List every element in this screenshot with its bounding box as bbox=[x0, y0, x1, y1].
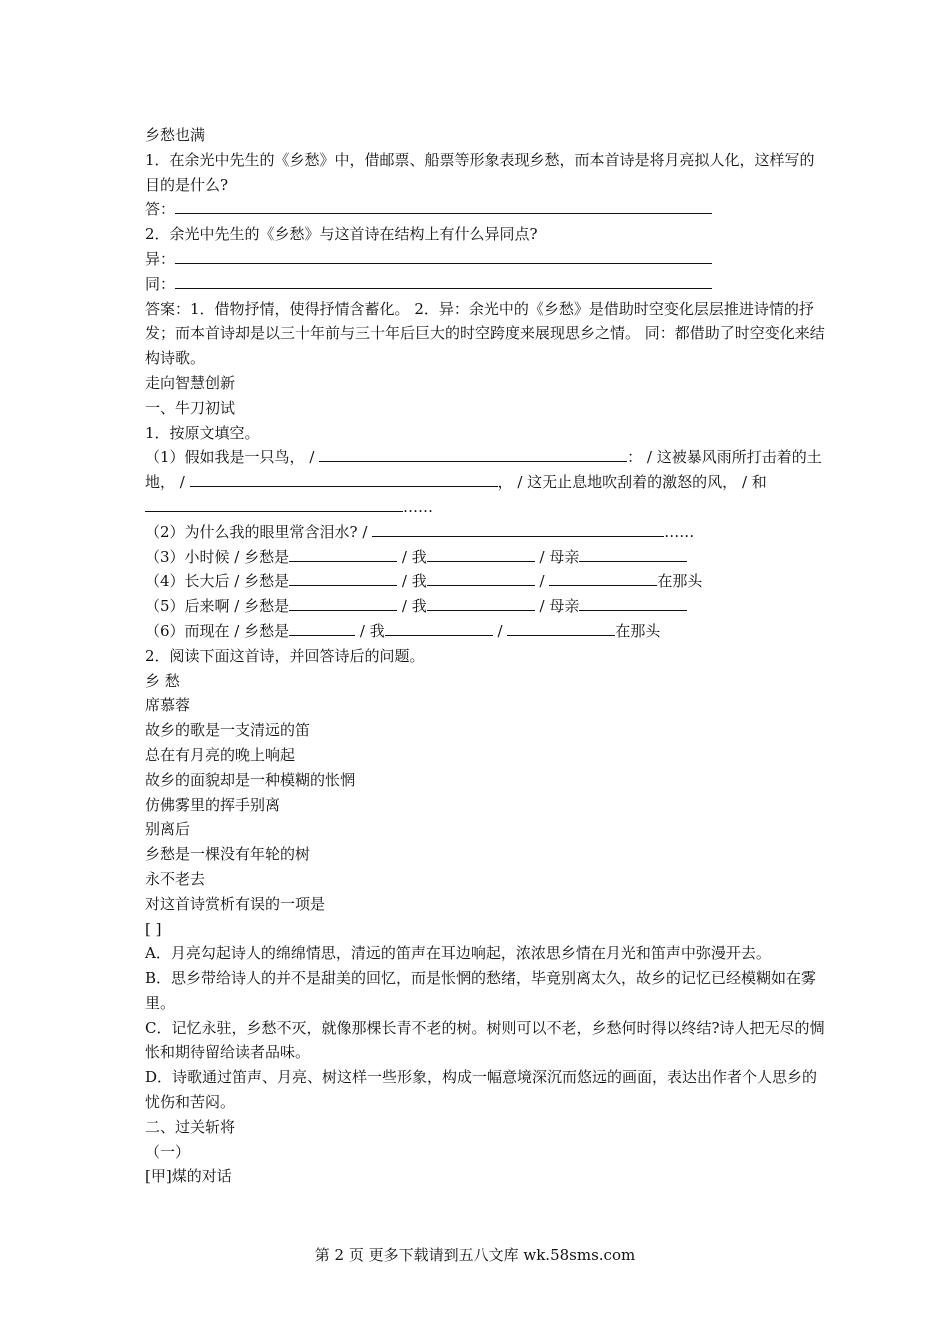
option-a: A．月亮勾起诗人的绵绵情思，清远的笛声在耳边响起，浓浓思乡情在月光和笛声中弥漫开去。 bbox=[145, 944, 771, 963]
fill-text: （1）假如我是一只鸟， / bbox=[145, 448, 320, 467]
answer-label: 答： bbox=[145, 200, 176, 219]
answer-bracket: [ ] bbox=[145, 919, 162, 938]
fill-text: / 我 bbox=[397, 572, 427, 591]
fill-item-5 bbox=[145, 594, 825, 619]
fill-blank bbox=[289, 546, 397, 562]
fill-text: / 我 bbox=[397, 547, 427, 566]
poem-line: 故乡的面貌却是一种模糊的怅惘 bbox=[145, 770, 356, 789]
difference-label: 异： bbox=[145, 249, 176, 268]
fill-blank bbox=[145, 496, 403, 512]
fill-blank bbox=[507, 620, 615, 636]
fill-blank bbox=[579, 546, 687, 562]
answer-key: 答案：1．借物抒情，使得抒情含蓄化。 2．异：余光中的《乡愁》是借助时空变化层层推进诗情的抒发；而本首诗却是以三十年前与三十年后巨大的时空跨度来展现思乡之情。 同：都借助了时空变化来结构诗歌。 bbox=[145, 299, 825, 368]
fill-blank bbox=[549, 570, 657, 586]
fill-text: / 母亲 bbox=[534, 547, 580, 566]
fill-text: …… bbox=[664, 522, 695, 541]
poem-line: 故乡的歌是一支清远的笛 bbox=[145, 721, 311, 740]
fill-text: 在那头 bbox=[657, 572, 703, 591]
fill-text: / 我 bbox=[355, 621, 385, 640]
fill-blank bbox=[427, 546, 535, 562]
fill-blank bbox=[427, 570, 535, 586]
fill-text: / 母亲 bbox=[534, 597, 580, 616]
option-d: D．诗歌通过笛声、月亮、树这样一些形象，构成一幅意境深沉而悠远的画面，表达出作者个人思乡的忧伤和苦闷。 bbox=[145, 1068, 818, 1112]
option-b: B．思乡带给诗人的并不是甜美的回忆，而是怅惘的愁绪，毕竟别离太久，故乡的记忆已经模糊如在雾里。 bbox=[145, 969, 817, 1012]
part-one-heading: 一、牛刀初试 bbox=[145, 398, 236, 417]
subsection-heading: （一） bbox=[145, 1142, 191, 1161]
fill-text: / bbox=[534, 572, 550, 591]
part-two-heading: 二、过关斩将 bbox=[145, 1117, 236, 1136]
fill-text: ， / 这无止息地吹刮着的激怒的风， / 和 bbox=[497, 473, 767, 492]
document-body bbox=[145, 123, 825, 1189]
passage-title: [甲]煤的对话 bbox=[145, 1167, 232, 1186]
question-1: 1．在余光中先生的《乡愁》中，借邮票、船票等形象表现乡愁，而本首诗是将月亮拟人化，这样写的目的是什么? bbox=[145, 150, 815, 194]
fill-text: / bbox=[492, 621, 508, 640]
fill-blank bbox=[372, 521, 664, 537]
question-2: 2．余光中先生的《乡愁》与这首诗在结构上有什么异同点? bbox=[145, 225, 538, 244]
fill-blank bbox=[319, 446, 627, 462]
fill-text: …… bbox=[403, 497, 433, 516]
fill-item-3 bbox=[145, 545, 825, 570]
exercise-1: 1．按原文填空。 bbox=[145, 423, 260, 442]
similarity-line bbox=[145, 272, 825, 297]
option-c: C．记忆永驻，乡愁不灭，就像那棵长青不老的树。树则可以不老，乡愁何时得以终结?诗人把无尽的惆怅和期待留给读者品味。 bbox=[145, 1018, 825, 1062]
similarity-label: 同： bbox=[145, 274, 176, 293]
fill-blank bbox=[385, 620, 493, 636]
fill-blank bbox=[289, 595, 397, 611]
fill-blank bbox=[289, 570, 397, 586]
poem-line: 永不老去 bbox=[145, 869, 206, 888]
answer-line bbox=[145, 197, 825, 222]
fill-blank bbox=[190, 471, 498, 487]
fill-item-6 bbox=[145, 619, 825, 644]
text-line: 乡愁也满 bbox=[145, 126, 206, 144]
fill-item-4 bbox=[145, 569, 825, 594]
poem-line: 总在有月亮的晚上响起 bbox=[145, 745, 296, 764]
poem-author: 席慕蓉 bbox=[145, 696, 191, 715]
poem-line: 仿佛雾里的挥手别离 bbox=[145, 795, 281, 814]
fill-item-2 bbox=[145, 520, 825, 545]
fill-text: （2）为什么我的眼里常含泪水? / bbox=[145, 522, 373, 541]
page-footer: 第 2 页 更多下载请到五八文库 wk.58sms.com bbox=[314, 1246, 636, 1264]
section-heading: 走向智慧创新 bbox=[145, 373, 236, 392]
difference-blank bbox=[175, 248, 712, 264]
fill-item-1 bbox=[145, 445, 825, 519]
fill-text: （4）长大后 / 乡愁是 bbox=[145, 572, 290, 591]
fill-text: （5）后来啊 / 乡愁是 bbox=[145, 597, 290, 616]
fill-text: ： / 这被暴风雨所打击着的土地， / bbox=[145, 448, 822, 492]
fill-text: / 我 bbox=[397, 597, 427, 616]
fill-blank bbox=[579, 595, 687, 611]
poem-line: 乡愁是一棵没有年轮的树 bbox=[145, 845, 311, 864]
poem-title: 乡 愁 bbox=[145, 671, 180, 690]
exercise-2: 2．阅读下面这首诗，并回答诗后的问题。 bbox=[145, 646, 425, 665]
fill-blank bbox=[427, 595, 535, 611]
answer-blank bbox=[175, 198, 712, 214]
fill-text: （3）小时候 / 乡愁是 bbox=[145, 547, 290, 566]
fill-blank bbox=[289, 620, 355, 636]
difference-line bbox=[145, 247, 825, 272]
question-prompt: 对这首诗赏析有误的一项是 bbox=[145, 894, 326, 913]
fill-text: （6）而现在 / 乡愁是 bbox=[145, 621, 290, 640]
poem-line: 别离后 bbox=[145, 820, 191, 839]
similarity-blank bbox=[175, 273, 712, 289]
fill-text: 在那头 bbox=[615, 621, 661, 640]
